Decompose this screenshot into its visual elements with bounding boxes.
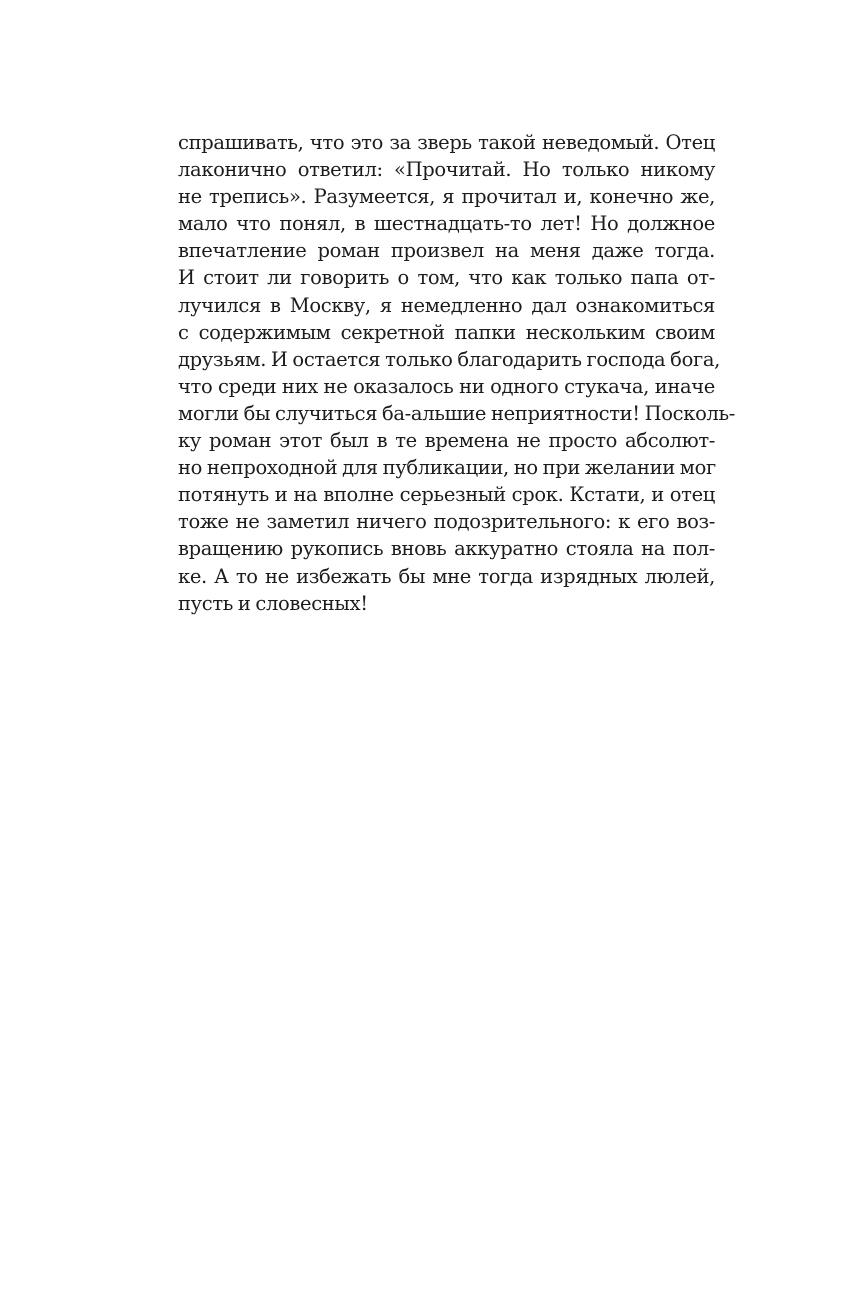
text-line: ку роман этот был в те времена не просто абсолют- bbox=[178, 429, 715, 453]
text-line: мало что понял, в шестнадцать-то лет! Но должное bbox=[178, 212, 715, 236]
text-line: лучился в Москву, я немедленно дал ознакомиться bbox=[178, 293, 715, 317]
text-line: друзьям. И остается только благодарить господа бога, bbox=[178, 347, 720, 371]
text-line: не трепись». Разумеется, я прочитал и, конечно же, bbox=[178, 185, 715, 209]
text-line: могли бы случиться ба-альшие неприятности! Посколь- bbox=[178, 401, 736, 425]
text-line: впечатление роман произвел на меня даже тогда. bbox=[178, 239, 715, 263]
text-line: пусть и словесных! bbox=[178, 591, 368, 615]
text-line: потянуть и на вполне серьезный срок. Кстати, и отец bbox=[178, 483, 715, 507]
body-paragraph bbox=[178, 129, 736, 617]
text-line: И стоит ли говорить о том, что как только папа от- bbox=[178, 266, 715, 290]
text-line: но непроходной для публикации, но при желании мог bbox=[178, 456, 716, 480]
text-line: вращению рукопись вновь аккуратно стояла на пол- bbox=[178, 537, 715, 561]
text-line: что среди них не оказалось ни одного стукача, иначе bbox=[178, 374, 715, 398]
text-line: лаконично ответил: «Прочитай. Но только никому bbox=[178, 158, 715, 182]
text-line: с содержимым секретной папки нескольким своим bbox=[178, 320, 715, 344]
text-line: тоже не заметил ничего подозрительного: к его воз- bbox=[178, 510, 715, 534]
text-line: ке. А то не избежать бы мне тогда изрядных люлей, bbox=[178, 564, 715, 588]
text-line: спрашивать, что это за зверь такой неведомый. Отец bbox=[178, 131, 715, 154]
